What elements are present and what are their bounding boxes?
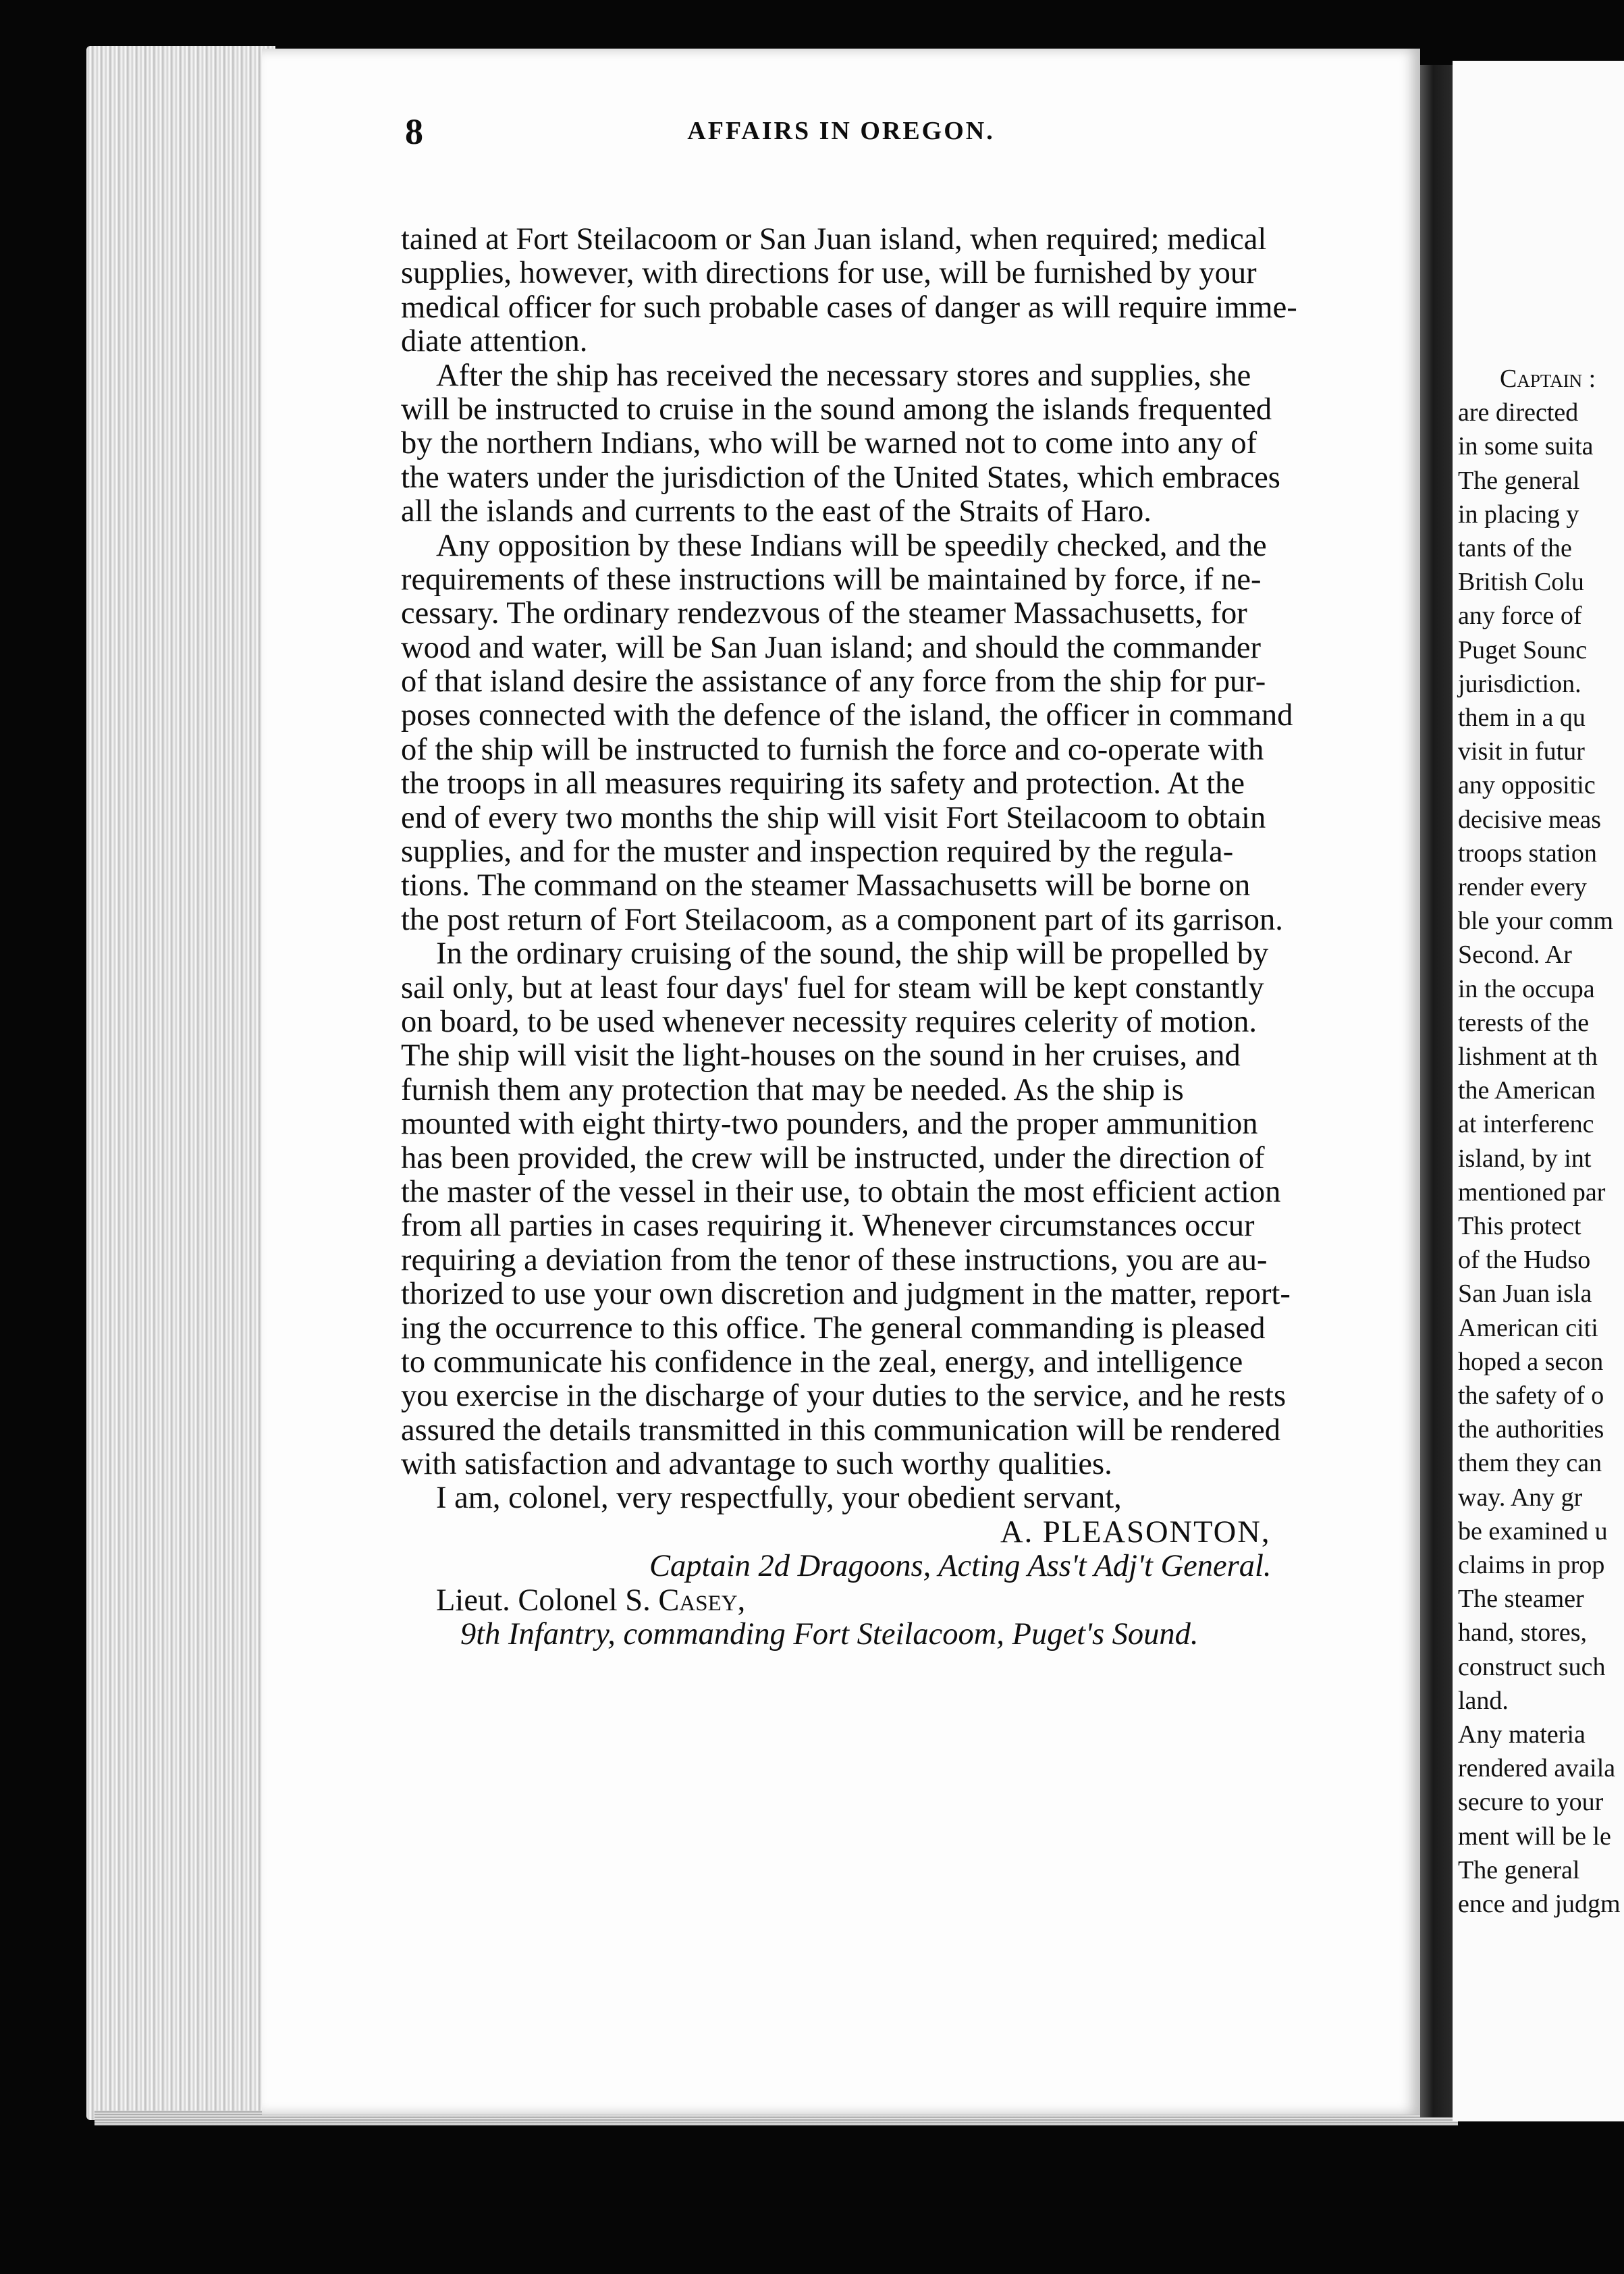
left-page (262, 49, 1420, 2115)
addressee-surname: Casey, (658, 1583, 746, 1618)
right-page-line: Puget Sounc (1458, 635, 1588, 664)
right-page-line: any force of (1458, 602, 1582, 631)
body-line: sail only, but at least four days' fuel for steam will be kept constantly (401, 970, 1264, 1005)
body-line: the troops in all measures requiring its safety and protection. At the (401, 766, 1245, 801)
body-line: by the northern Indians, who will be warned not to come into any of (401, 426, 1257, 461)
body-line: Any opposition by these Indians will be speedily checked, and the (436, 528, 1267, 563)
body-line: tained at Fort Steilacoom or San Juan island, when required; medical (401, 222, 1267, 257)
body-line: from all parties in cases requiring it. Whenever circumstances occur (401, 1209, 1255, 1244)
body-line: In the ordinary cruising of the sound, the ship will be propelled by (436, 936, 1269, 972)
body-line: requirements of these instructions will be maintained by force, if ne- (401, 562, 1262, 597)
addressee-unit: 9th Infantry, commanding Fort Steilacoom, Puget's Sound. (460, 1617, 1199, 1652)
right-page-line: in the occupa (1458, 974, 1595, 1003)
body-line: all the islands and currents to the east of the Straits of Haro. (401, 494, 1152, 529)
right-page-line: the safety of o (1458, 1381, 1604, 1410)
right-page-line: at interferenc (1458, 1110, 1594, 1139)
right-page-line: be examined u (1458, 1516, 1608, 1545)
body-line: tions. The command on the steamer Massachusetts will be borne on (401, 868, 1251, 903)
right-page-line: construct such (1458, 1652, 1606, 1681)
right-page-line: Any materia (1458, 1720, 1586, 1749)
body-line: on board, to be used whenever necessity requires celerity of motion. (401, 1004, 1257, 1039)
right-page-line: render every (1458, 873, 1587, 901)
body-line: After the ship has received the necessary stores and supplies, she (436, 358, 1251, 393)
body-line: cessary. The ordinary rendezvous of the steamer Massachusetts, for (401, 596, 1247, 631)
body-line: ing the occurrence to this office. The general commanding is pleased (401, 1311, 1266, 1346)
right-page-line: are directed (1458, 398, 1579, 427)
body-line: of the ship will be instructed to furnish the force and co-operate with (401, 732, 1264, 767)
body-line: assured the details transmitted in this communication will be rendered (401, 1412, 1280, 1448)
right-page-line: island, by int (1458, 1144, 1592, 1173)
right-page-line: Second. Ar (1458, 941, 1572, 970)
closing-line: I am, colonel, very respectfully, your obedient servant, (436, 1481, 1122, 1516)
right-page-line: San Juan isla (1458, 1279, 1592, 1308)
right-page-line: jurisdiction. (1458, 669, 1581, 698)
right-page-line: in placing y (1458, 500, 1579, 529)
right-page-line: The steamer (1458, 1585, 1584, 1614)
right-page-line: tants of the (1458, 534, 1572, 562)
body-line: The ship will visit the light-houses on the sound in her cruises, and (401, 1038, 1241, 1074)
right-page-line: ment will be le (1458, 1822, 1611, 1851)
right-page-line: troops station (1458, 839, 1597, 868)
body-line: furnish them any protection that may be needed. As the ship is (401, 1072, 1184, 1107)
right-page-line: rendered availa (1458, 1754, 1616, 1783)
body-line: end of every two months the ship will visit Fort Steilacoom to obtain (401, 800, 1266, 835)
right-page-line: British Colu (1458, 568, 1584, 597)
body-line: supplies, however, with directions for use, will be furnished by your (401, 256, 1257, 291)
right-page-line: terests of the (1458, 1008, 1590, 1037)
body-line: medical officer for such probable cases of danger as will require imme- (401, 290, 1297, 325)
body-line: with satisfaction and advantage to such worthy qualities. (401, 1447, 1112, 1482)
right-page-line: them in a qu (1458, 704, 1586, 732)
signature-title: Captain 2d Dragoons, Acting Ass't Adj't General. (649, 1549, 1272, 1584)
body-line: has been provided, the crew will be instructed, under the direction of (401, 1140, 1265, 1175)
right-page-line: ble your comm (1458, 907, 1614, 936)
right-page-line: land. (1458, 1686, 1509, 1715)
right-page-line: decisive meas (1458, 805, 1602, 834)
body-line: of that island desire the assistance of any force from the ship for pur- (401, 664, 1266, 699)
right-page-line: visit in futur (1458, 737, 1585, 766)
page-number: 8 (405, 111, 423, 152)
right-page-line: ence and judgm (1458, 1890, 1621, 1918)
right-page-line: them they can (1458, 1449, 1602, 1478)
right-page-line: of the Hudso (1458, 1246, 1591, 1275)
signature-name: A. PLEASONTON, (1000, 1514, 1271, 1550)
right-page-line: the American (1458, 1076, 1596, 1105)
right-page-line: any oppositic (1458, 771, 1596, 800)
body-line: the waters under the jurisdiction of the United States, which embraces (401, 460, 1280, 495)
running-head: AFFAIRS IN OREGON. (687, 117, 995, 145)
right-page (1453, 61, 1624, 2121)
book-gutter (1420, 65, 1453, 2117)
right-page-line: claims in prop (1458, 1551, 1605, 1579)
body-line: supplies, and for the muster and inspection required by the regula- (401, 835, 1234, 870)
body-line: requiring a deviation from the tenor of these instructions, you are au- (401, 1242, 1268, 1277)
body-line: poses connected with the defence of the island, the officer in command (401, 698, 1293, 733)
right-page-line: lishment at th (1458, 1042, 1598, 1071)
right-page-line: Captain : (1500, 365, 1596, 393)
right-page-line: the authorities (1458, 1415, 1604, 1444)
right-page-line: This protect (1458, 1212, 1581, 1240)
body-line: diate attention. (401, 324, 588, 359)
body-line: to communicate his confidence in the zeal, energy, and intelligence (401, 1344, 1243, 1379)
body-line: you exercise in the discharge of your duties to the service, and he rests (401, 1379, 1287, 1414)
right-page-line: The general (1458, 1855, 1580, 1884)
right-page-line: The general (1458, 466, 1580, 495)
right-page-line: hoped a secon (1458, 1347, 1604, 1376)
body-line: will be instructed to cruise in the sound among the islands frequented (401, 392, 1272, 427)
right-page-line: mentioned par (1458, 1178, 1606, 1207)
body-line: wood and water, will be San Juan island; and should the commander (401, 630, 1262, 665)
page-stack-edge (86, 46, 275, 2120)
right-page-line: in some suita (1458, 432, 1594, 461)
body-line: the post return of Fort Steilacoom, as a component part of its garrison. (401, 902, 1283, 937)
right-page-line: way. Any gr (1458, 1483, 1583, 1512)
right-page-line: American citi (1458, 1313, 1598, 1342)
right-page-line: hand, stores, (1458, 1618, 1588, 1647)
body-line: thorized to use your own discretion and judgment in the matter, report- (401, 1277, 1291, 1312)
addressee-name-prefix: Lieut. Colonel S. (436, 1583, 659, 1618)
right-page-line: secure to your (1458, 1788, 1604, 1817)
body-line: mounted with eight thirty-two pounders, and the proper ammunition (401, 1107, 1258, 1142)
body-line: the master of the vessel in their use, to obtain the most efficient action (401, 1174, 1281, 1209)
